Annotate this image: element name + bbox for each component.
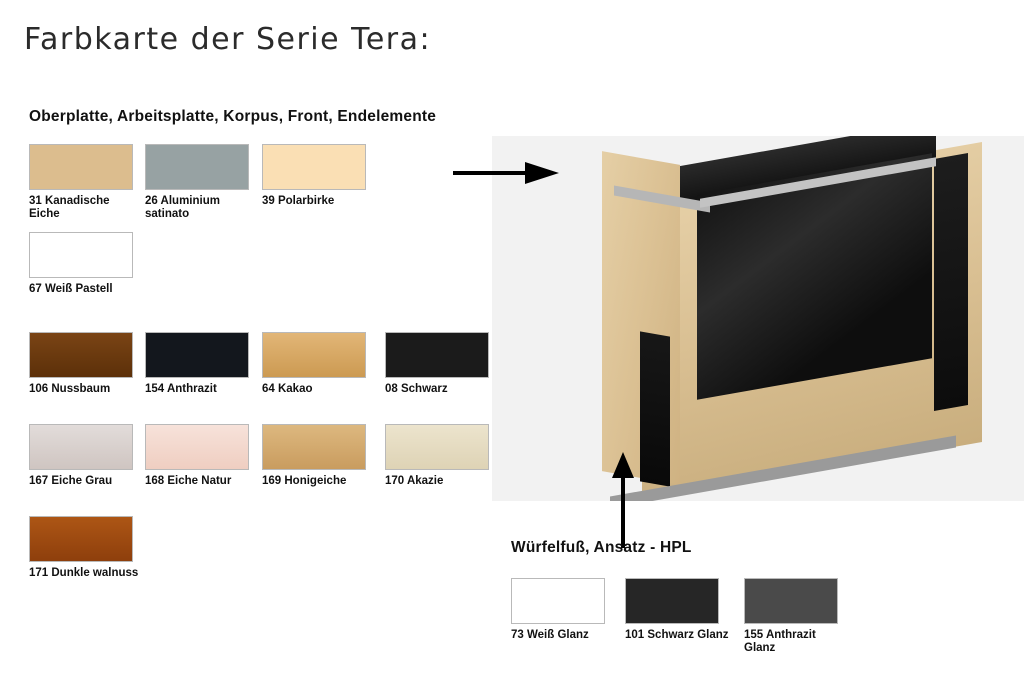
product-image [492,136,1024,501]
swatch-label-101: 101 Schwarz Glanz [625,629,729,641]
swatch-chip-101 [625,578,719,624]
swatch-label-170: 170 Akazie [385,475,444,487]
swatch-chip-171 [29,516,133,562]
swatch-chip-168 [145,424,249,470]
swatch-101[interactable] [625,578,729,642]
swatch-168[interactable] [145,424,257,488]
swatch-chip-155 [744,578,838,624]
swatch-154[interactable] [145,332,257,396]
swatch-chip-154 [145,332,249,378]
swatch-label-168: 168 Eiche Natur [145,475,232,487]
swatch-169[interactable] [262,424,374,488]
swatch-73[interactable] [511,578,615,642]
section-heading-hpl: Würfelfuß, Ansatz - HPL [511,539,692,556]
page-title: Farbkarte der Serie Tera: [24,22,432,57]
swatch-chip-167 [29,424,133,470]
swatch-label-39: 39 Polarbirke [262,195,335,207]
arrow-bottom-icon [610,452,636,548]
swatch-chip-39 [262,144,366,190]
swatch-170[interactable] [385,424,497,488]
swatch-chip-31 [29,144,133,190]
swatch-label-169: 169 Honigeiche [262,475,347,487]
swatch-label-167: 167 Eiche Grau [29,475,113,487]
swatch-chip-106 [29,332,133,378]
swatch-label-154: 154 Anthrazit [145,383,217,395]
swatch-106[interactable] [29,332,141,396]
arrow-top-icon [453,160,561,186]
swatch-label-73: 73 Weiß Glanz [511,629,589,641]
swatch-label-171: 171 Dunkle walnuss [29,567,139,579]
reception-desk-illustration [492,136,1024,501]
desk-left-dark-band [640,331,670,486]
swatch-39[interactable] [262,144,374,208]
swatch-chip-26 [145,144,249,190]
swatch-155[interactable] [744,578,848,655]
swatch-label-64: 64 Kakao [262,383,313,395]
swatch-label-106: 106 Nussbaum [29,383,111,395]
swatch-64[interactable] [262,332,374,396]
section-heading-materials: Oberplatte, Arbeitsplatte, Korpus, Front, Endelemente [29,108,437,125]
swatch-08[interactable] [385,332,497,396]
swatch-67[interactable] [29,232,141,296]
swatch-167[interactable] [29,424,141,488]
desk-side-dark-band [934,153,968,411]
swatch-label-26: 26 Aluminium satinato [145,195,220,220]
swatch-chip-169 [262,424,366,470]
swatch-26[interactable] [145,144,257,221]
swatch-chip-73 [511,578,605,624]
swatch-label-08: 08 Schwarz [385,383,448,395]
swatch-label-67: 67 Weiß Pastell [29,283,113,295]
swatch-31[interactable] [29,144,141,221]
swatch-chip-64 [262,332,366,378]
swatch-chip-67 [29,232,133,278]
swatch-label-155: 155 Anthrazit Glanz [744,629,816,654]
swatch-171[interactable] [29,516,141,580]
swatch-chip-08 [385,332,489,378]
desk-front-gloss-panel [697,153,932,399]
swatch-label-31: 31 Kanadische Eiche [29,195,110,220]
swatch-chip-170 [385,424,489,470]
